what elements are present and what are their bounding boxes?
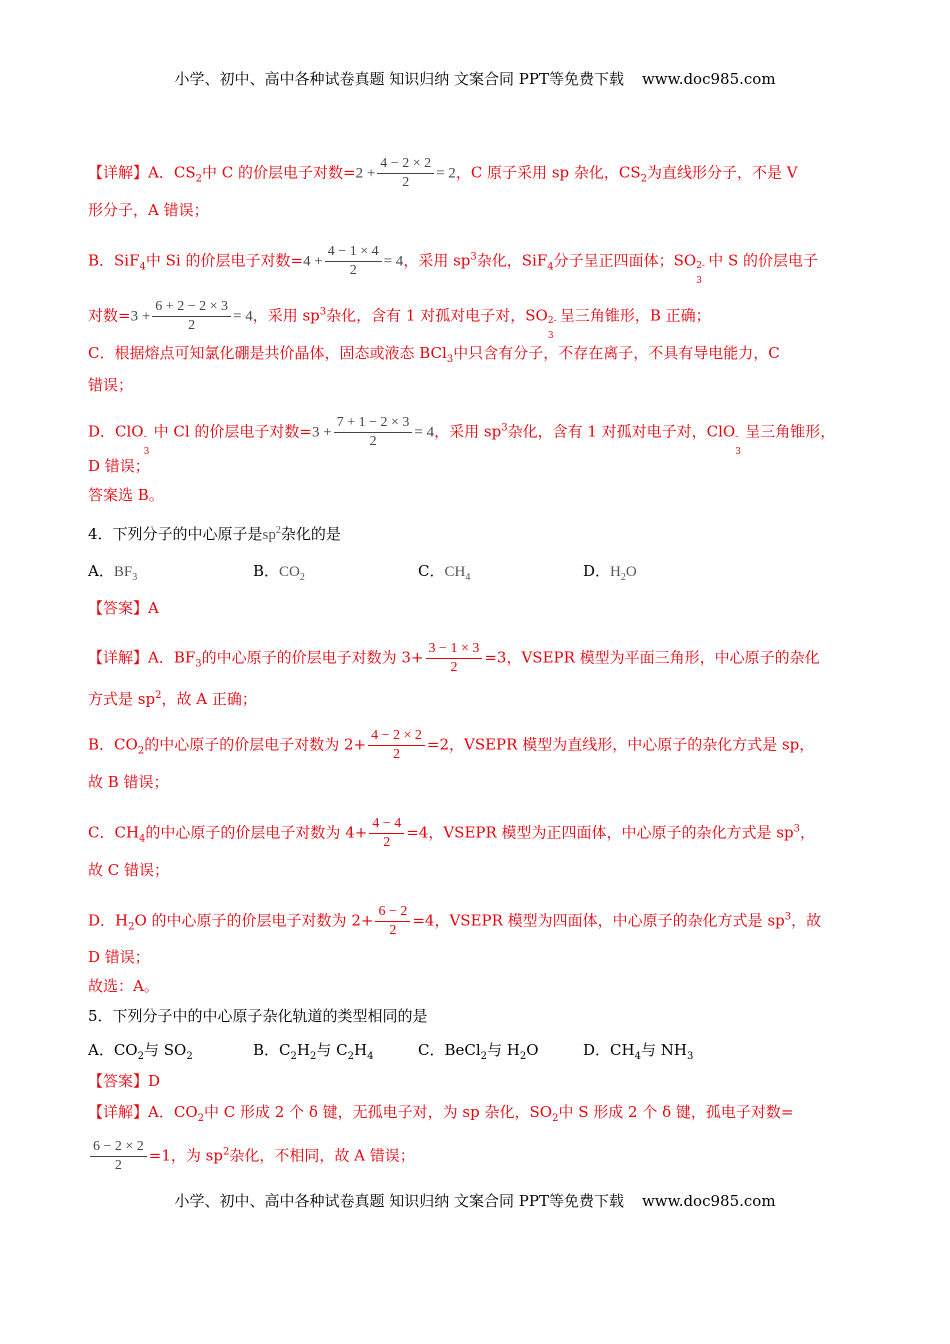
text: =2，VSEPR 模型为直线形，中心原子的杂化方式是 sp，: [426, 735, 815, 754]
text: =3，VSEPR 模型为平面三角形，中心原子的杂化: [484, 648, 820, 667]
footer-site: www.doc985.com: [641, 1192, 776, 1210]
frac-den: 2: [392, 747, 400, 762]
sub: 2: [347, 1051, 354, 1062]
sub: 2: [620, 572, 626, 583]
fraction: [369, 815, 404, 852]
q4-final: 故选：A。: [88, 977, 159, 995]
sup: 3: [470, 251, 477, 263]
sup: 2: [275, 525, 281, 536]
sub: 2: [137, 745, 145, 757]
sub: 3: [132, 572, 138, 583]
sub: 3: [696, 275, 702, 286]
text: ，采用 sp: [434, 422, 502, 441]
text: 方式是 sp: [88, 690, 156, 708]
detail-label: 【详解】: [88, 163, 149, 182]
text: 呈三角锥形，B 正确；: [559, 306, 711, 325]
frac-den: 2: [383, 835, 391, 850]
q3-b-line2: [88, 298, 711, 341]
q4-a-line1: [88, 640, 820, 677]
sub: 4: [367, 1051, 374, 1062]
text: O: [526, 1041, 539, 1059]
sub: 4: [634, 1051, 641, 1062]
text: 中 S 形成 2 个 δ 键，孤电子对数=: [558, 1103, 794, 1121]
header-site: www.doc985.com: [641, 70, 776, 88]
frac-den: 2: [188, 318, 196, 333]
q3-answer: 答案选 B。: [88, 486, 164, 504]
math: sp: [262, 527, 276, 543]
sub: 2: [552, 1113, 559, 1124]
frac-num: 7 + 1 − 2 × 3: [334, 414, 413, 433]
text: A．BF: [148, 648, 196, 667]
text: 杂化，SiF: [476, 251, 548, 270]
text: 的中心原子的价层电子对数为 2+: [144, 735, 367, 754]
page-header: [0, 68, 950, 89]
q4-option-c: [418, 561, 470, 588]
math: = 4: [383, 253, 404, 270]
sub: 4: [139, 261, 146, 273]
q5-option-c: [418, 1040, 539, 1067]
fraction: [90, 1138, 147, 1175]
text: 中 S 的价层电子: [708, 251, 819, 270]
math: 4 +: [303, 253, 323, 270]
sub: 2: [309, 1051, 317, 1062]
sub: 3: [446, 354, 454, 365]
q4-a-line2: [88, 686, 257, 709]
text: B．SiF: [88, 251, 140, 270]
math: = 4: [414, 424, 435, 441]
sub: 2: [290, 1051, 297, 1062]
math: 2 +: [355, 165, 376, 182]
text: B．CO: [88, 735, 138, 754]
fraction: [334, 414, 413, 451]
q3-d-line1: [88, 414, 836, 457]
sup: 3: [501, 422, 508, 434]
q3-a-line1: [88, 155, 798, 192]
fraction: [377, 155, 434, 192]
charge: -: [143, 431, 147, 442]
fraction: [152, 298, 231, 335]
frac-num: 4 − 2 × 2: [377, 155, 434, 174]
text: 分子呈正四面体；SO: [553, 251, 697, 270]
q3-b-line1: [88, 243, 819, 286]
sub: 4: [465, 572, 471, 583]
text: C．BeCl: [418, 1041, 481, 1059]
q3-a-line2: 形分子，A 错误；: [88, 201, 209, 219]
frac-den: 2: [450, 660, 458, 675]
q4-b-line2: 故 B 错误；: [88, 773, 169, 791]
q4-c-line2: 故 C 错误；: [88, 861, 170, 879]
math: 3 +: [130, 308, 151, 325]
text: 中只含有分子，不存在离子，不具有导电能力，C: [453, 344, 780, 362]
text: ，C 原子采用 sp 杂化，CS: [455, 163, 641, 182]
sub: 2: [197, 1113, 204, 1124]
fraction: [426, 640, 483, 677]
formula: H: [610, 564, 621, 580]
text: 中 Si 的价层电子对数=: [145, 251, 304, 270]
sub: 4: [547, 261, 554, 273]
charge: 2-: [696, 260, 705, 271]
option-label: B．: [253, 562, 280, 580]
frac-den: 2: [389, 923, 397, 938]
frac-den: 2: [114, 1158, 122, 1173]
footer-text: 小学、初中、高中各种试卷真题 知识归纳 文案合同 PPT等免费下载: [174, 1192, 624, 1210]
q3-c-line2: 错误；: [88, 376, 134, 394]
math: 3 +: [312, 424, 332, 441]
text: D．H: [88, 911, 129, 930]
q5-answer: 【答案】D: [88, 1072, 161, 1090]
detail-label: 【详解】: [88, 1103, 149, 1121]
text: 中 C 的价层电子对数=: [201, 163, 356, 182]
text: A．CO: [148, 1103, 198, 1121]
q5-option-d: [583, 1040, 693, 1067]
text: A．CO: [88, 1041, 138, 1059]
q4-stem: [88, 521, 341, 545]
q5-a-line2: [88, 1138, 415, 1175]
text: ，采用 sp: [403, 251, 471, 270]
text: 与 NH: [640, 1041, 687, 1059]
sub: 3: [686, 1051, 694, 1062]
fraction: [368, 727, 425, 764]
sub: 2: [186, 1051, 193, 1062]
sub: 3: [547, 330, 554, 341]
text: 杂化，含有 1 对孤对电子对，SO: [326, 306, 548, 325]
text: 杂化，不相同，故 A 错误；: [229, 1146, 415, 1165]
q5-option-a: [88, 1040, 193, 1067]
text: 的中心原子的价层电子对数为 3+: [201, 648, 424, 667]
frac-num: 4 − 4: [369, 815, 404, 834]
text: 对数=: [88, 306, 131, 325]
charge: -: [735, 431, 739, 442]
formula: BF: [113, 564, 133, 580]
frac-den: 2: [369, 434, 377, 449]
text: 呈三角锥形，: [745, 422, 836, 441]
text: ，故 A 正确；: [161, 690, 257, 708]
text: H: [353, 1041, 368, 1059]
frac-den: 2: [349, 263, 357, 278]
sub: 3: [195, 658, 202, 670]
q4-option-b: [253, 561, 305, 588]
sub: 2: [137, 1051, 144, 1062]
sub: 2: [299, 572, 305, 583]
text: D．CH: [583, 1041, 635, 1059]
q4-d-line1: [88, 903, 821, 940]
sub: 3: [735, 446, 741, 457]
header-text: 小学、初中、高中各种试卷真题 知识归纳 文案合同 PPT等免费下载: [174, 70, 624, 88]
page-footer: [0, 1190, 950, 1211]
math: = 2: [436, 165, 456, 182]
text: =1，为 sp: [148, 1146, 223, 1165]
q3-d-line2: D 错误；: [88, 457, 150, 475]
text: A．CS: [148, 163, 196, 182]
sup: 2: [155, 690, 162, 701]
option-label: C．: [418, 562, 445, 580]
text: D．ClO: [88, 422, 144, 441]
q4-d-line2: D 错误；: [88, 948, 150, 966]
sub: 4: [139, 833, 146, 845]
frac-num: 3 − 1 × 3: [426, 640, 483, 659]
q5-a-line1: [88, 1102, 793, 1129]
text: 杂化的是: [280, 525, 341, 543]
text: 为直线形分子，不是 V: [647, 163, 798, 182]
text: 中 Cl 的价层电子对数=: [153, 422, 312, 441]
formula: CH: [444, 564, 466, 580]
frac-num: 4 − 2 × 2: [368, 727, 425, 746]
frac-num: 4 − 1 × 4: [325, 243, 382, 262]
frac-den: 2: [402, 175, 410, 190]
text: 的中心原子的价层电子对数为 4+: [145, 823, 368, 842]
frac-num: 6 − 2: [375, 903, 410, 922]
text: ，故: [791, 911, 822, 930]
q4-option-a: [88, 561, 137, 588]
frac-num: 6 + 2 − 2 × 3: [152, 298, 231, 317]
formula: O: [625, 564, 637, 580]
sub: 2: [480, 1051, 488, 1062]
q4-b-line1: [88, 727, 814, 764]
sup: 3: [319, 306, 327, 318]
q4-c-line1: [88, 815, 815, 852]
sub: 2: [128, 921, 135, 933]
text: =4，VSEPR 模型为正四面体，中心原子的杂化方式是 sp: [406, 823, 794, 842]
option-label: A．: [88, 562, 114, 580]
math: = 4: [232, 308, 253, 325]
q4-option-d: [583, 561, 637, 588]
text: 4．下列分子的中心原子是: [88, 525, 263, 543]
text: H: [296, 1041, 310, 1059]
text: B．C: [253, 1041, 291, 1059]
charge: 2-: [547, 315, 557, 326]
sup: 3: [793, 823, 800, 835]
sub: 3: [143, 446, 150, 457]
q4-answer: 【答案】A: [88, 599, 159, 617]
text: 杂化，含有 1 对孤对电子对，ClO: [507, 422, 736, 441]
sup: 2: [222, 1146, 230, 1158]
text: O 的中心原子的价层电子对数为 2+: [134, 911, 374, 930]
fraction: [325, 243, 382, 280]
text: C．CH: [88, 823, 140, 842]
fraction: [375, 903, 410, 940]
text: 与 SO: [143, 1041, 187, 1059]
formula: CO: [279, 564, 300, 580]
text: ，采用 sp: [252, 306, 320, 325]
sub: 2: [195, 173, 202, 185]
q5-stem: 5．下列分子中的中心原子杂化轨道的类型相同的是: [88, 1007, 428, 1025]
text: 与 H: [487, 1041, 520, 1059]
text: ，: [800, 823, 816, 842]
q5-option-b: [253, 1040, 373, 1067]
text: =4，VSEPR 模型为四面体，中心原子的杂化方式是 sp: [412, 911, 785, 930]
frac-num: 6 − 2 × 2: [90, 1138, 147, 1157]
sup: 3: [784, 911, 792, 923]
sub: 2: [640, 173, 648, 185]
text: C．根据熔点可知氯化硼是共价晶体，固态或液态 BCl: [88, 344, 447, 362]
text: 中 C 形成 2 个 δ 键，无孤电子对，为 sp 杂化，SO: [204, 1103, 553, 1121]
option-label: D．: [583, 562, 611, 580]
q3-c-line1: [88, 343, 780, 370]
detail-label: 【详解】: [88, 648, 149, 667]
text: 与 C: [316, 1041, 348, 1059]
sub: 2: [519, 1051, 527, 1062]
